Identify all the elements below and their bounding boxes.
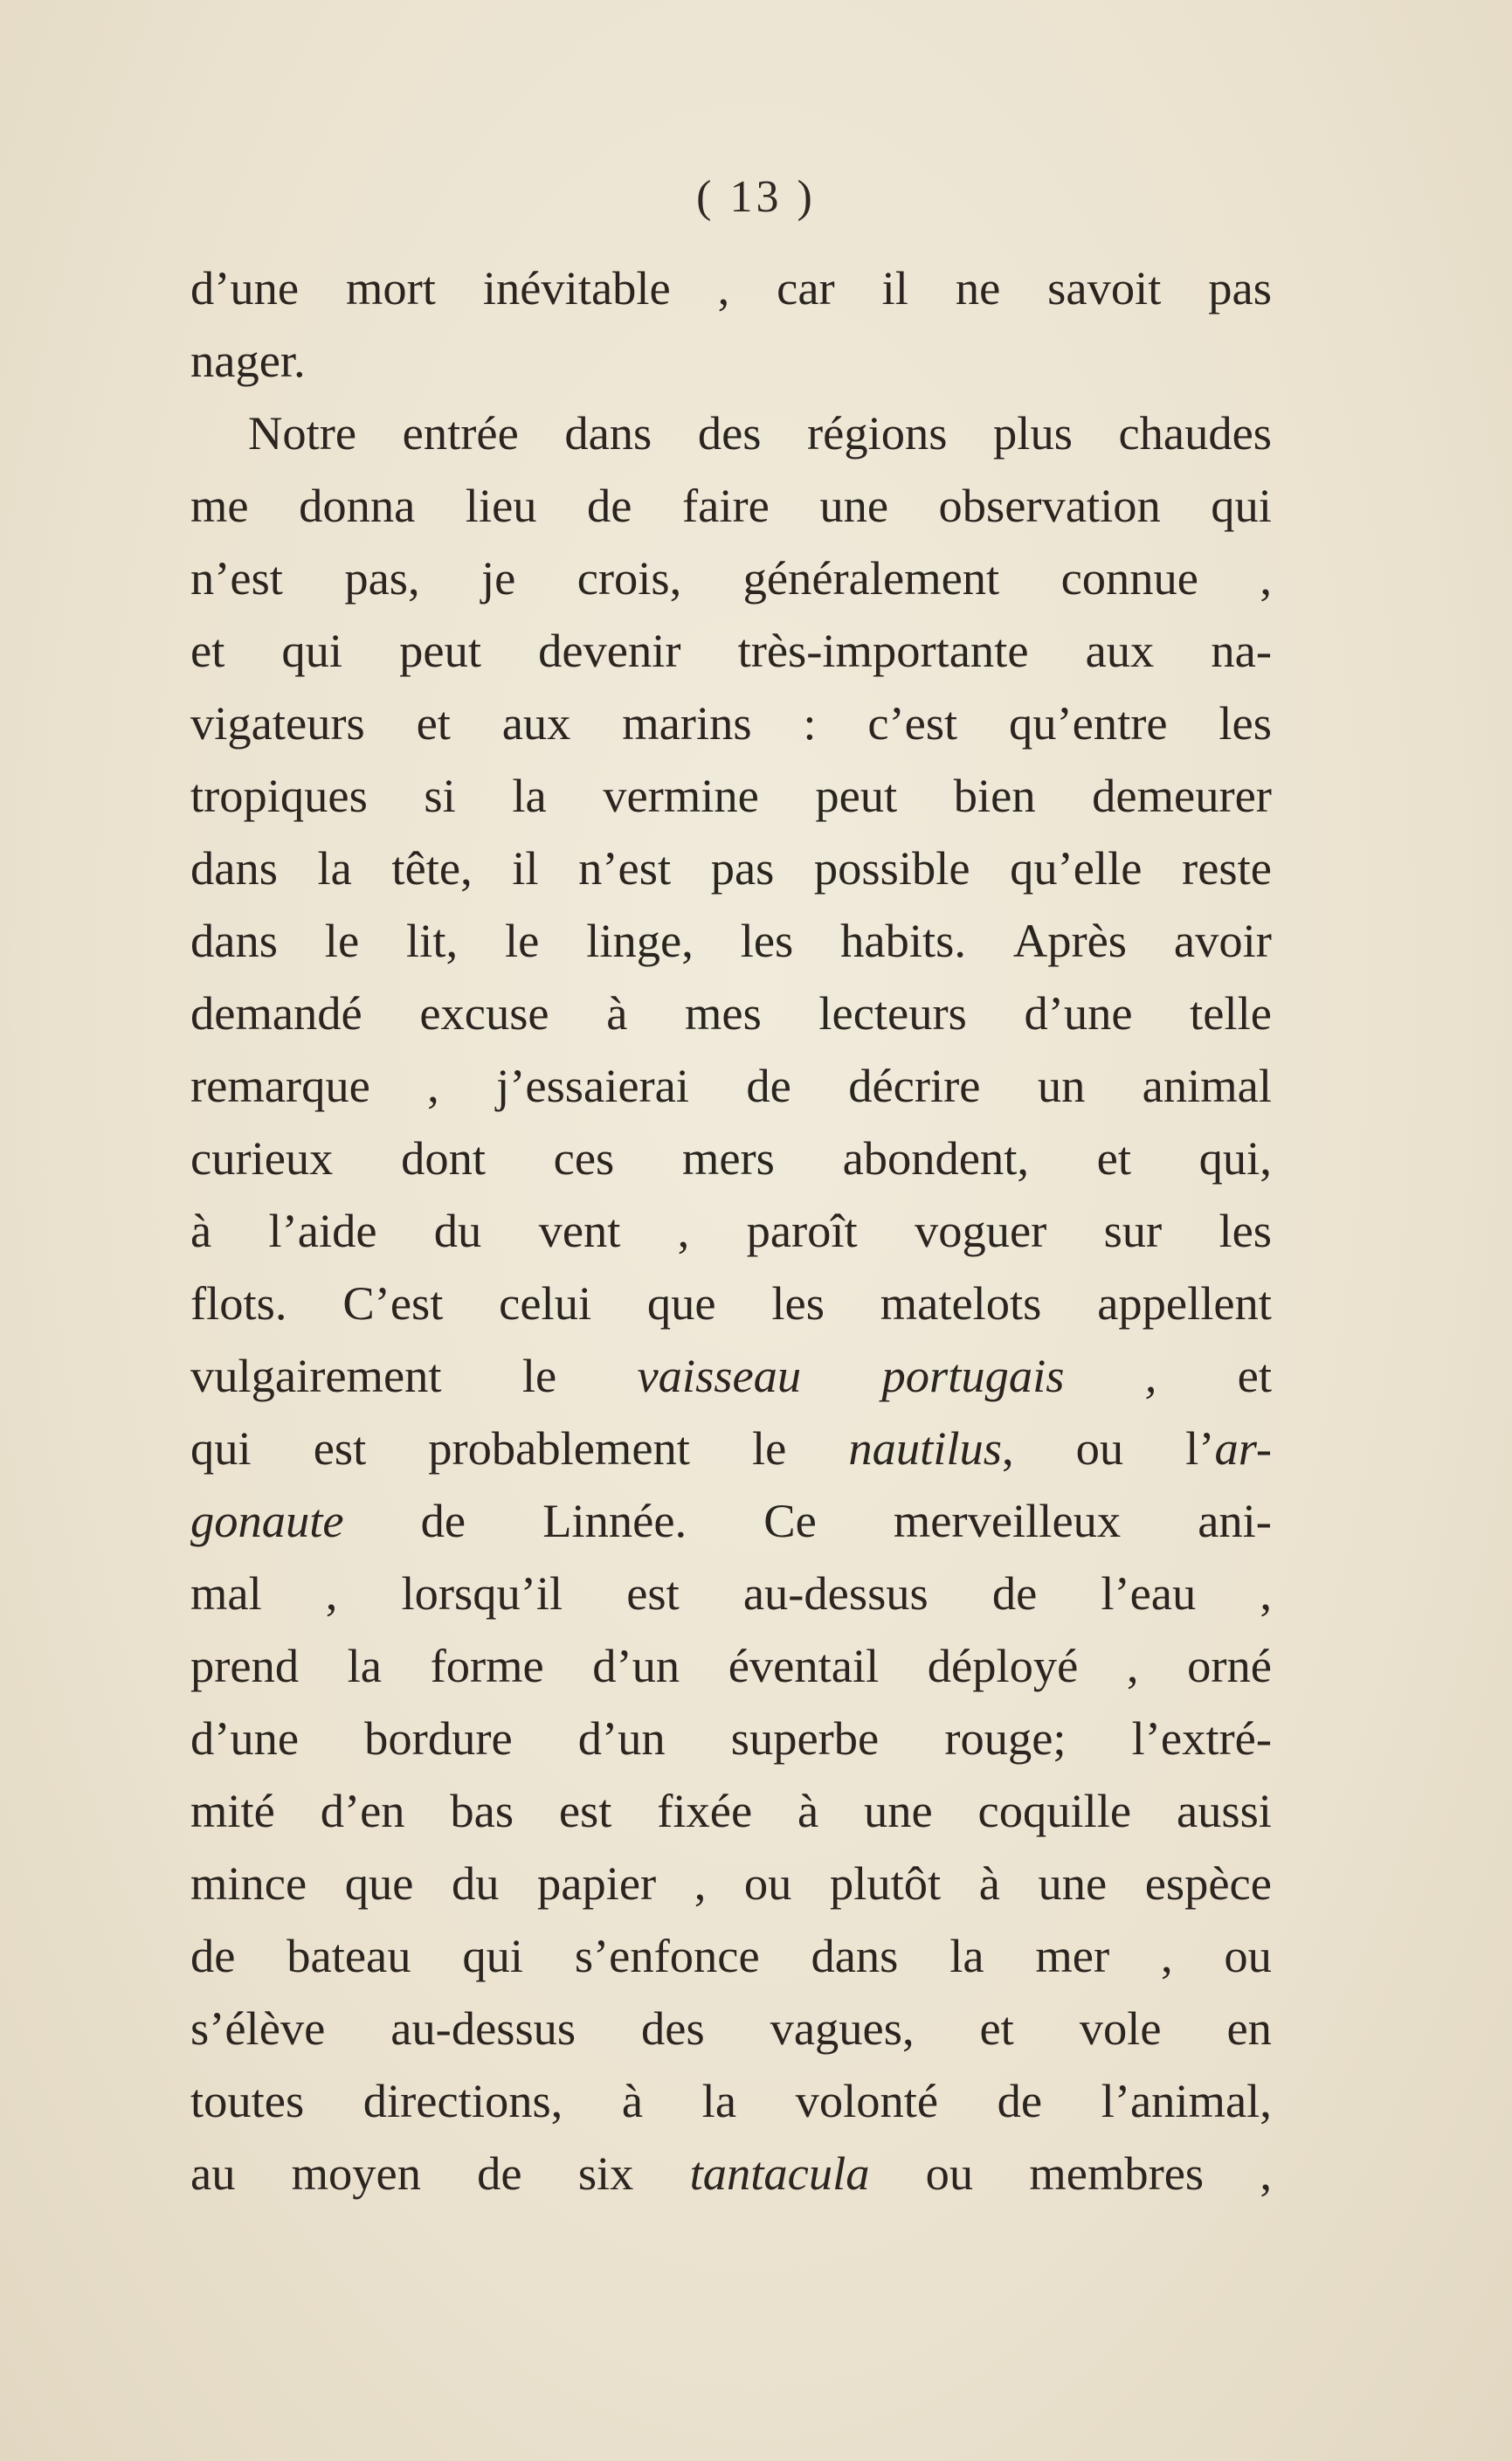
word: de xyxy=(587,479,632,532)
word: qui xyxy=(462,1929,523,1982)
word: d’une xyxy=(190,261,300,315)
word: qu’entre xyxy=(1009,696,1168,750)
word: matelots xyxy=(880,1276,1042,1330)
text-line xyxy=(190,1557,1272,1629)
word: à xyxy=(797,1784,819,1837)
word: s’élève xyxy=(190,2001,326,2055)
word: lit, xyxy=(406,914,459,967)
word: je xyxy=(480,551,516,605)
word: les xyxy=(771,1276,825,1330)
word: n’est xyxy=(578,841,672,895)
word: Notre xyxy=(248,406,357,460)
word: plutôt xyxy=(829,1856,942,1910)
word: , xyxy=(325,1566,338,1620)
word: observation xyxy=(938,479,1161,532)
word: vigateurs xyxy=(190,696,365,750)
text-line xyxy=(190,324,1272,397)
word: l’eau xyxy=(1101,1566,1197,1620)
word: rouge; xyxy=(944,1711,1067,1765)
word: mes xyxy=(684,986,762,1040)
word: avoir xyxy=(1173,914,1272,967)
word: bas xyxy=(450,1784,514,1837)
word: dans xyxy=(190,841,278,895)
word: me xyxy=(190,479,249,532)
word: n’est xyxy=(190,551,283,605)
word: en xyxy=(1226,2001,1272,2055)
word: d’un xyxy=(577,1711,666,1765)
text-line xyxy=(190,1702,1272,1774)
word: d’une xyxy=(190,1711,300,1765)
word: au-dessus xyxy=(742,1566,929,1620)
word: chaudes xyxy=(1118,406,1272,460)
text-line xyxy=(190,1194,1272,1267)
word: qui, xyxy=(1198,1131,1272,1185)
word: il xyxy=(512,841,539,895)
text-line xyxy=(190,2137,1272,2209)
word: directions, xyxy=(362,2074,563,2127)
word: il xyxy=(881,261,908,315)
word: tête, xyxy=(391,841,473,895)
word: au-dessus xyxy=(390,2001,576,2055)
word: toutes xyxy=(190,2074,305,2127)
word: bateau xyxy=(287,1929,411,1982)
text-line xyxy=(190,1339,1272,1412)
word: fixée xyxy=(657,1784,753,1837)
word: donna xyxy=(299,479,416,532)
text-line xyxy=(190,1049,1272,1122)
word: lecteurs xyxy=(818,986,967,1040)
word: ou xyxy=(1224,1929,1272,1982)
word: membres xyxy=(1029,2146,1205,2200)
word: de xyxy=(997,2074,1043,2127)
word: de xyxy=(991,1566,1038,1620)
word: déployé xyxy=(927,1639,1079,1692)
word: nautilus, xyxy=(848,1421,1014,1475)
text-line xyxy=(190,1484,1272,1557)
word: car xyxy=(777,261,835,315)
word: au xyxy=(190,2146,236,2200)
word: vermine xyxy=(603,769,759,822)
word: d’en xyxy=(320,1784,405,1837)
word: flots. xyxy=(190,1276,287,1330)
word: curieux xyxy=(190,1131,334,1185)
word: de xyxy=(477,2146,522,2200)
word: linge, xyxy=(586,914,694,967)
word: six xyxy=(577,2146,634,2200)
word: est xyxy=(558,1784,612,1837)
word: portugais xyxy=(881,1349,1065,1402)
word: mer xyxy=(1035,1929,1110,1982)
word: d’un xyxy=(592,1639,680,1692)
word: les xyxy=(1219,696,1272,750)
word: mort xyxy=(346,261,436,315)
word: connue xyxy=(1060,551,1198,605)
word: superbe xyxy=(730,1711,880,1765)
word: pas xyxy=(1208,261,1272,315)
word: mité xyxy=(190,1784,275,1837)
word: à xyxy=(621,2074,644,2127)
word: pas, xyxy=(344,551,420,605)
body-text xyxy=(190,252,1272,2209)
word: , xyxy=(427,1059,439,1112)
word: la xyxy=(949,1929,984,1982)
word: ou xyxy=(925,2146,974,2200)
word: le xyxy=(751,1421,787,1475)
word: entrée xyxy=(402,406,519,460)
word: de xyxy=(420,1494,466,1547)
word: bordure xyxy=(364,1711,513,1765)
word: gonaute xyxy=(190,1494,344,1547)
word: volonté xyxy=(795,2074,939,2127)
word: une xyxy=(819,479,889,532)
word: lieu xyxy=(465,479,537,532)
word: et xyxy=(416,696,451,750)
word: , xyxy=(1260,1566,1272,1620)
word: à xyxy=(606,986,628,1040)
word: un xyxy=(1037,1059,1086,1112)
text-line xyxy=(190,1992,1272,2064)
word: , xyxy=(1160,1929,1173,1982)
page-number: ( 13 ) xyxy=(696,172,816,222)
word: aux xyxy=(1085,624,1155,677)
word: coquille xyxy=(977,1784,1132,1837)
word: C’est xyxy=(342,1276,444,1330)
word: vent xyxy=(538,1204,621,1257)
word: décrire xyxy=(848,1059,981,1112)
word: abondent, xyxy=(842,1131,1029,1185)
word: sur xyxy=(1103,1204,1163,1257)
word: qui xyxy=(1211,479,1272,532)
word: éventail xyxy=(728,1639,880,1692)
word: ne xyxy=(955,261,1001,315)
word: Linnée. xyxy=(542,1494,687,1547)
word: demandé xyxy=(190,986,362,1040)
word: celui xyxy=(499,1276,592,1330)
word: qui xyxy=(281,624,343,677)
word: paroît xyxy=(746,1204,858,1257)
word: si xyxy=(424,769,456,822)
text-line xyxy=(190,614,1272,687)
word: animal xyxy=(1142,1059,1272,1112)
word: et xyxy=(1237,1349,1272,1402)
word: que xyxy=(344,1856,414,1910)
word: espèce xyxy=(1144,1856,1272,1910)
word: s’enfonce xyxy=(574,1929,760,1982)
word: le xyxy=(504,914,540,967)
text-line xyxy=(190,2064,1272,2137)
word: , xyxy=(717,261,730,315)
word: dans xyxy=(190,914,278,967)
word: appellent xyxy=(1097,1276,1272,1330)
word: Après xyxy=(1012,914,1128,967)
word: , xyxy=(694,1856,707,1910)
word: , xyxy=(677,1204,690,1257)
word: la xyxy=(701,2074,737,2127)
word: une xyxy=(1038,1856,1108,1910)
word: ces xyxy=(553,1131,615,1185)
word: tropiques xyxy=(190,769,368,822)
text-line xyxy=(190,252,1272,324)
word: mal xyxy=(190,1566,262,1620)
word: papier xyxy=(537,1856,657,1910)
word: du xyxy=(433,1204,482,1257)
word: habits. xyxy=(840,914,966,967)
word: vole xyxy=(1079,2001,1162,2055)
word: qui xyxy=(190,1421,252,1475)
word: inévitable xyxy=(482,261,671,315)
word: et xyxy=(1096,1131,1131,1185)
word: vagues, xyxy=(770,2001,915,2055)
text-line xyxy=(190,832,1272,904)
word: ani- xyxy=(1198,1494,1272,1547)
word: plus xyxy=(993,406,1073,460)
word: à xyxy=(978,1856,1000,1910)
word: dans xyxy=(564,406,652,460)
word: et xyxy=(979,2001,1014,2055)
text-line xyxy=(190,1412,1272,1484)
word: savoit xyxy=(1047,261,1162,315)
word: du xyxy=(451,1856,500,1910)
text-line xyxy=(190,759,1272,832)
word: mers xyxy=(681,1131,775,1185)
word: reste xyxy=(1182,841,1272,895)
word: bien xyxy=(953,769,1036,822)
text-line xyxy=(190,542,1272,614)
word: d’une xyxy=(1024,986,1133,1040)
word: faire xyxy=(681,479,770,532)
word: ou xyxy=(743,1856,792,1910)
word: très-importante xyxy=(737,624,1029,677)
text-line xyxy=(190,1267,1272,1339)
word: l’ar- xyxy=(1185,1421,1272,1475)
word: aussi xyxy=(1176,1784,1272,1837)
text-line xyxy=(190,1774,1272,1847)
word: régions xyxy=(807,406,948,460)
word: une xyxy=(864,1784,933,1837)
word: de xyxy=(190,1929,236,1982)
word: crois, xyxy=(576,551,682,605)
word: généralement xyxy=(742,551,1000,605)
word: forme xyxy=(430,1639,544,1692)
word: telle xyxy=(1190,986,1272,1040)
word: c’est xyxy=(867,696,958,750)
word: des xyxy=(697,406,762,460)
text-line xyxy=(190,1847,1272,1919)
word: aux xyxy=(501,696,571,750)
word: nager. xyxy=(190,334,306,387)
word: , xyxy=(1260,551,1272,605)
word: : xyxy=(803,696,817,750)
text-line xyxy=(190,1629,1272,1702)
word: marins xyxy=(622,696,752,750)
word: des xyxy=(641,2001,705,2055)
word: l’extré- xyxy=(1131,1711,1272,1765)
word: la xyxy=(347,1639,382,1692)
word: , xyxy=(1260,2146,1272,2200)
text-line xyxy=(190,397,1272,469)
word: orné xyxy=(1187,1639,1272,1692)
word: peut xyxy=(399,624,481,677)
text-line xyxy=(190,977,1272,1049)
word: qu’elle xyxy=(1010,841,1143,895)
word: dans xyxy=(811,1929,899,1982)
word: devenir xyxy=(538,624,681,677)
word: est xyxy=(313,1421,367,1475)
word: possible xyxy=(813,841,970,895)
word: pas xyxy=(710,841,775,895)
word: peut xyxy=(815,769,898,822)
word: de xyxy=(746,1059,791,1112)
word: remarque xyxy=(190,1059,370,1112)
word: le xyxy=(521,1349,557,1402)
word: l’animal, xyxy=(1101,2074,1272,2127)
text-line xyxy=(190,1122,1272,1194)
word: lorsqu’il xyxy=(401,1566,563,1620)
word: tantacula xyxy=(689,2146,870,2200)
word: ou xyxy=(1075,1421,1124,1475)
text-line xyxy=(190,687,1272,759)
word: merveilleux xyxy=(893,1494,1122,1547)
word: mince xyxy=(190,1856,307,1910)
text-line xyxy=(190,469,1272,542)
word: les xyxy=(740,914,794,967)
text-line xyxy=(190,904,1272,977)
word: l’aide xyxy=(268,1204,377,1257)
text-line xyxy=(190,1919,1272,1992)
word: prend xyxy=(190,1639,300,1692)
word: voguer xyxy=(914,1204,1047,1257)
word: et xyxy=(190,624,225,677)
word: vaisseau xyxy=(637,1349,802,1402)
word: Ce xyxy=(763,1494,817,1547)
word: est xyxy=(626,1566,680,1620)
word: probablement xyxy=(428,1421,690,1475)
word: la xyxy=(512,769,547,822)
word: , xyxy=(1144,1349,1157,1402)
word: excuse xyxy=(419,986,549,1040)
word: à xyxy=(190,1204,212,1257)
word: moyen xyxy=(291,2146,421,2200)
word: na- xyxy=(1211,624,1272,677)
word: demeurer xyxy=(1092,769,1272,822)
word: les xyxy=(1219,1204,1272,1257)
word: , xyxy=(1126,1639,1139,1692)
word: dont xyxy=(401,1131,486,1185)
word: que xyxy=(646,1276,716,1330)
word: la xyxy=(317,841,352,895)
word: j’essaierai xyxy=(496,1059,690,1112)
word: vulgairement xyxy=(190,1349,442,1402)
word: le xyxy=(324,914,360,967)
